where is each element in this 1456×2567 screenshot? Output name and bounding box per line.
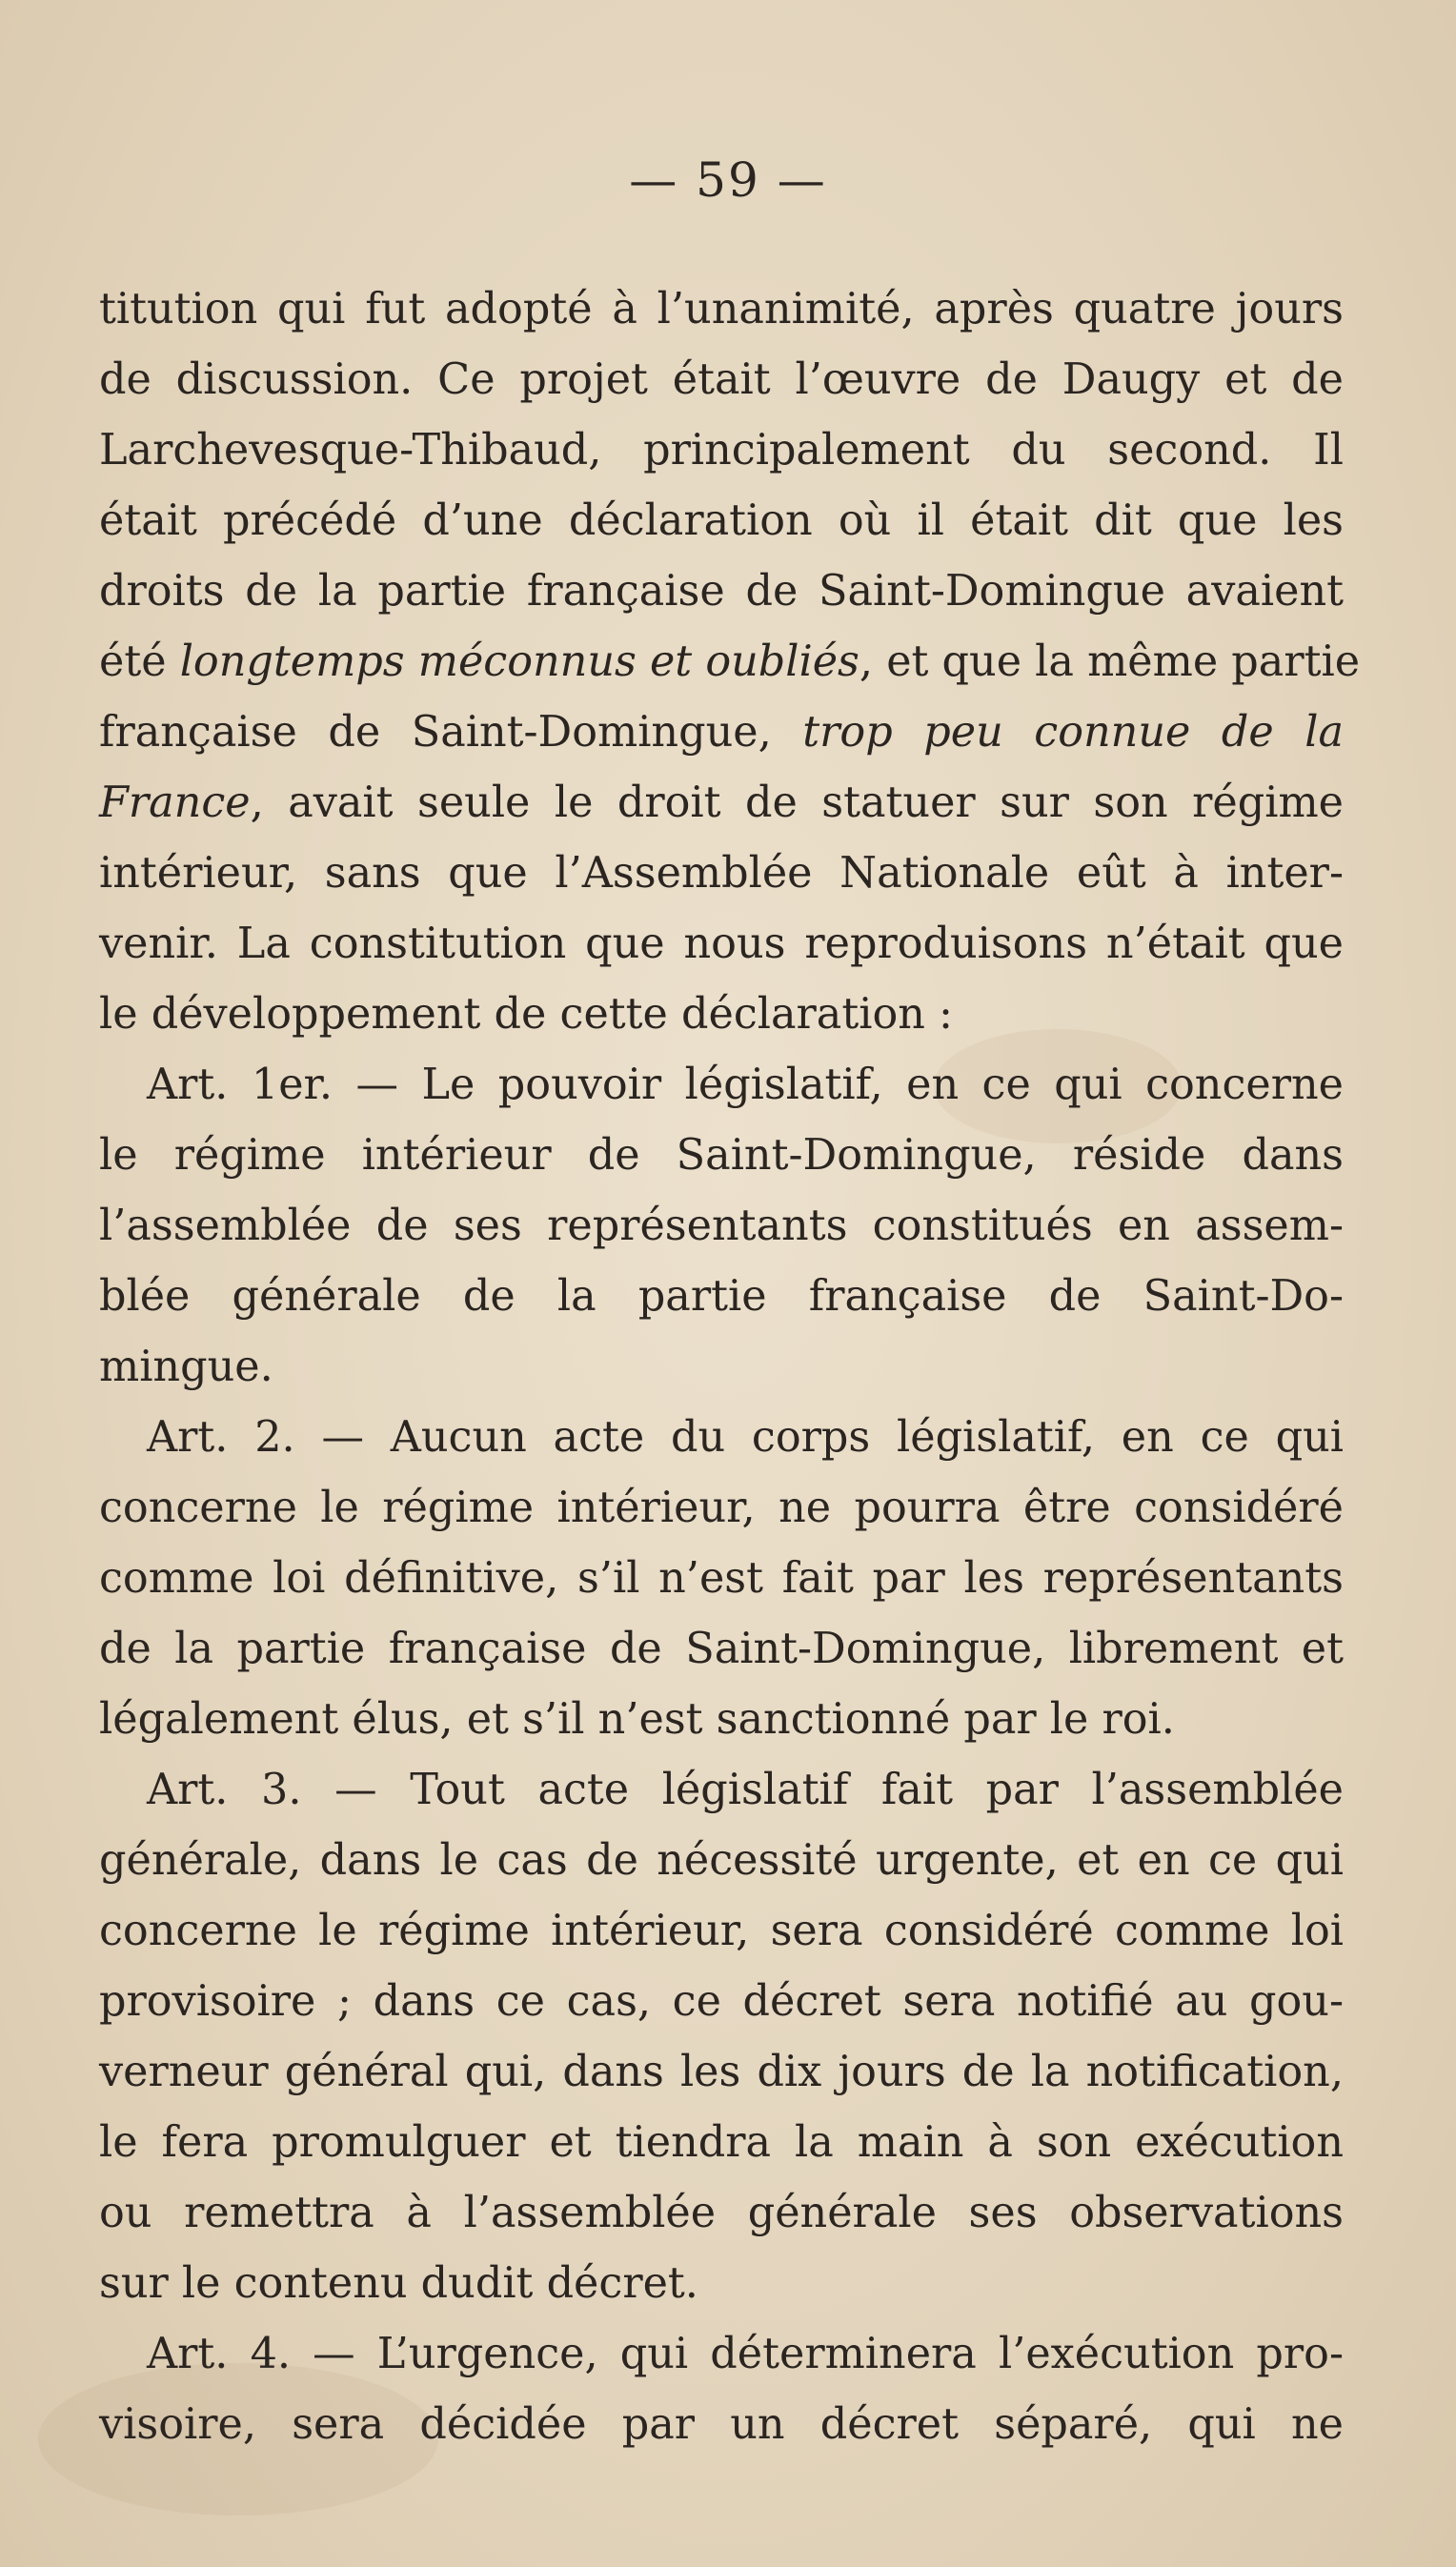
text-span: le fera promulguer et tiendra la main à son exécution xyxy=(99,2118,1344,2167)
text-span: mingue. xyxy=(99,1343,273,1391)
text-line xyxy=(99,1191,1344,1262)
text-line xyxy=(99,1755,1344,1826)
text-line xyxy=(99,556,1344,627)
text-line xyxy=(99,839,1344,909)
page-number: — 59 — xyxy=(629,152,827,208)
text-line xyxy=(99,2319,1344,2390)
text-span: visoire, sera décidée par un décret séparé, qui ne xyxy=(99,2400,1344,2449)
text-span: concerne le régime intérieur, ne pourra être considéré xyxy=(99,1484,1344,1532)
text-line xyxy=(99,486,1344,556)
text-span: verneur général qui, dans les dix jours de la notification, xyxy=(99,2048,1344,2096)
text-line xyxy=(99,2249,1344,2319)
text-span: titution qui fut adopté à l’unanimité, après quatre jours xyxy=(99,285,1344,334)
text-line xyxy=(99,2037,1344,2108)
text-line xyxy=(99,1050,1344,1121)
text-span: légalement élus, et s’il n’est sanctionné par le roi. xyxy=(99,1695,1175,1744)
text-span: Art. 3. — Tout acte législatif fait par l’assemblée xyxy=(147,1766,1344,1814)
text-span: intérieur, sans que l’Assemblée Nationale eût à inter- xyxy=(99,849,1344,898)
text-span: sur le contenu dudit décret. xyxy=(99,2259,698,2308)
text-span: Art. 1er. — Le pouvoir législatif, en ce qui concerne xyxy=(147,1061,1344,1109)
text-line xyxy=(99,2178,1344,2249)
text-span: ou remettra à l’assemblée générale ses observations xyxy=(99,2189,1344,2237)
text-line xyxy=(99,627,1361,697)
text-span: l’assemblée de ses représentants constitués en assem- xyxy=(99,1202,1344,1250)
body-text xyxy=(99,274,1361,2460)
text-line xyxy=(99,1614,1344,1685)
text-line xyxy=(99,768,1344,839)
text-span: Art. 2. — Aucun acte du corps législatif, en ce qui xyxy=(147,1413,1344,1462)
text-span: concerne le régime intérieur, sera considéré comme loi xyxy=(99,1907,1344,1955)
text-span: Art. 4. — L’urgence, qui déterminera l’exécution pro- xyxy=(147,2330,1344,2378)
text-line xyxy=(99,1685,1344,1755)
text-span: était précédé d’une déclaration où il était dit que les xyxy=(99,496,1344,545)
text-line xyxy=(99,1473,1344,1544)
text-line xyxy=(99,415,1344,486)
text-span: , et que la même partie xyxy=(859,637,1361,686)
italic-text: longtemps méconnus et oubliés xyxy=(179,637,859,686)
text-span: venir. La constitution que nous reproduisons n’était que xyxy=(99,920,1344,968)
text-line xyxy=(99,1826,1344,1896)
text-span: droits de la partie française de Saint-Domingue avaient xyxy=(99,567,1344,616)
text-line xyxy=(99,2390,1344,2460)
text-span: de discussion. Ce projet était l’œuvre de Daugy et de xyxy=(99,355,1344,404)
italic-text: France xyxy=(99,778,251,827)
text-line xyxy=(99,909,1344,980)
text-line xyxy=(99,1262,1344,1332)
text-span: comme loi définitive, s’il n’est fait par les représentants xyxy=(99,1554,1344,1603)
text-line xyxy=(99,1544,1344,1614)
text-span: provisoire ; dans ce cas, ce décret sera notifié au gou- xyxy=(99,1977,1344,2026)
text-span: générale, dans le cas de nécessité urgente, et en ce qui xyxy=(99,1836,1344,1885)
italic-text: trop peu connue de la xyxy=(802,708,1345,757)
text-line xyxy=(99,1896,1344,1967)
text-span: , avait seule le droit de statuer sur son régime xyxy=(250,778,1344,827)
text-line xyxy=(99,1332,1344,1403)
text-span: blée générale de la partie française de Saint-Do- xyxy=(99,1272,1344,1321)
text-span: française de Saint-Domingue, xyxy=(99,708,803,757)
text-line xyxy=(99,274,1344,345)
text-line xyxy=(99,697,1344,768)
text-span: de la partie française de Saint-Domingue, librement et xyxy=(99,1625,1344,1673)
text-line xyxy=(99,980,1344,1050)
text-line xyxy=(99,1967,1344,2037)
text-span: Larchevesque-Thibaud, principalement du second. Il xyxy=(99,426,1344,475)
text-line xyxy=(99,345,1344,415)
text-span: le développement de cette déclaration : xyxy=(99,990,954,1039)
text-line xyxy=(99,2108,1344,2178)
text-line xyxy=(99,1121,1344,1191)
text-span: été xyxy=(99,637,180,686)
text-line xyxy=(99,1403,1344,1473)
text-span: le régime intérieur de Saint-Domingue, réside dans xyxy=(99,1131,1344,1180)
